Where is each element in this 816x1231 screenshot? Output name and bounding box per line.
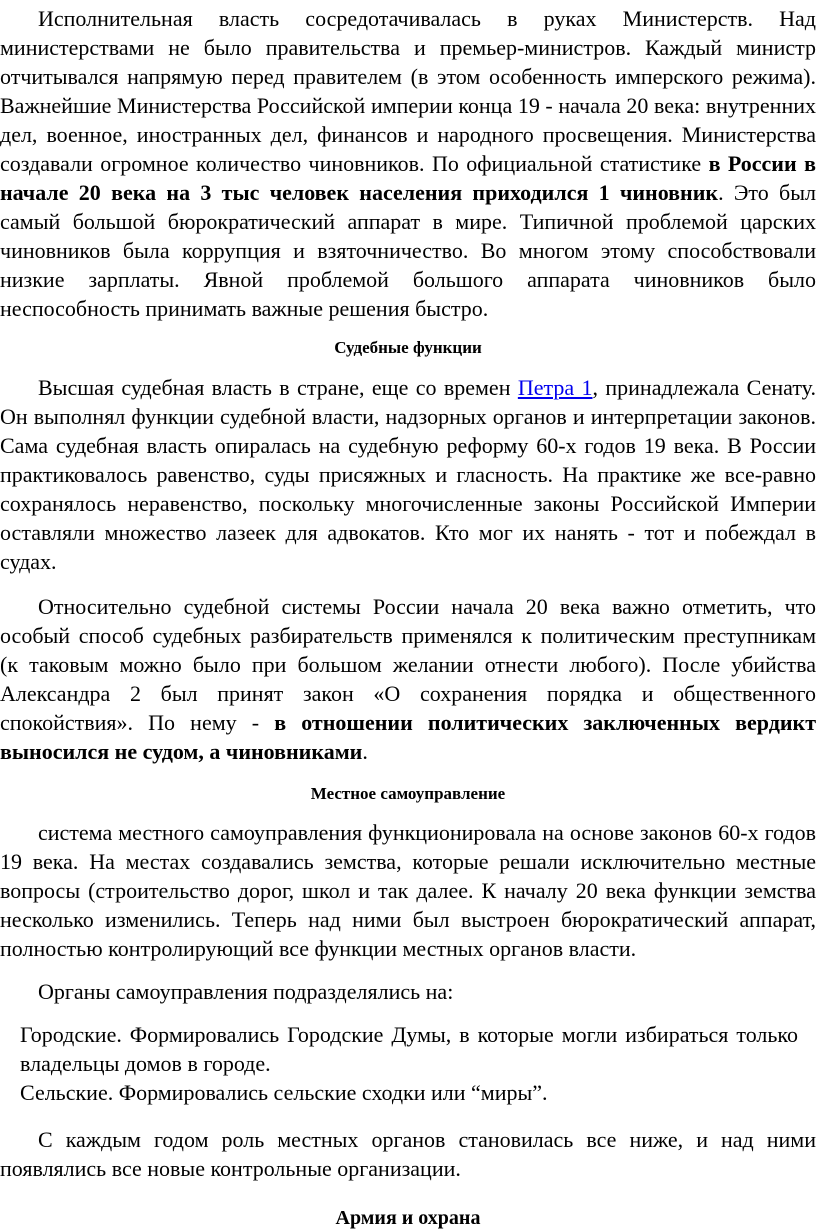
heading-local-government: Местное самоуправление — [310, 784, 506, 803]
heading-army-and-guard: Армия и охрана — [335, 1207, 481, 1229]
list-item: Сельские. Формировались сельские сходки или “миры”. — [20, 1080, 548, 1105]
paragraph-bodies-intro: Органы самоуправления подразделялись на: — [38, 979, 454, 1004]
text: , принадлежала Сенату. Он выполнял функции судебной власти, надзорных органов и интерпретации законов. Сама судебная власть опиралась на судебную реформу 60-х годов 19 века. В России практиковалось равенство, суды присяжных и гласность. На практике же все-равно сохранялось неравенство, поскольку многочисленные законы Российской Империи оставляли множество лазеек для адвокатов. Кто мог их нанять - тот и побеждал в судах. — [0, 375, 816, 574]
heading-judicial-functions: Судебные функции — [334, 338, 482, 357]
paragraph-executive-power — [0, 4, 816, 323]
document-page — [0, 4, 816, 1231]
paragraph-judicial-power — [0, 373, 816, 576]
text: . — [362, 739, 368, 764]
text: Высшая судебная власть в стране, еще со времен — [38, 375, 518, 400]
bold-text: в отношении политических заключенных вердикт выносился не судом, а чиновниками — [0, 710, 816, 764]
list-item: Городские. Формировались Городские Думы, в которые могли избираться только владельцы домов в городе. — [20, 1022, 798, 1076]
bold-text: в России в начале 20 века на 3 тыс человек населения приходился 1 чиновник — [0, 151, 816, 205]
text: . Это был самый большой бюрократический аппарат в мире. Типичной проблемой царских чиновников была коррупция и взяточничество. Во многом этому способствовали низкие зарплаты. Явной проблемой большого аппарата чиновников было неспособность принимать важные решения быстро. — [0, 180, 816, 321]
paragraph-control-organizations: С каждым годом роль местных органов становилась все ниже, и над ними появлялись все новые контрольные организации. — [0, 1127, 816, 1181]
paragraph-local-government: система местного самоуправления функционировала на основе законов 60-х годов 19 века. На местах создавались земства, которые решали исключительно местные вопросы (строительство дорог, школ и так далее. К началу 20 века функции земства несколько изменились. Теперь над ними был выстроен бюрократический аппарат, полностью контролирующий все функции местных органов власти. — [0, 820, 816, 961]
text: Относительно судебной системы России начала 20 века важно отметить, что особый способ судебных разбирательств применялся к политическим преступникам (к таковым можно было при большом желании отнести любого). После убийства Александра 2 был принят закон «О сохранения порядка и общественного спокойствия». По нему - — [0, 594, 816, 735]
paragraph-political-trials — [0, 592, 816, 766]
text: Исполнительная власть сосредотачивалась в руках Министерств. Над министерствами не было правительства и премьер-министров. Каждый министр отчитывался напрямую перед правителем (в этом особенность имперского режима). Важнейшие Министерства Российской империи конца 19 - начала 20 века: внутренних дел, военное, иностранных дел, финансов и народного просвещения. Министерства создавали огромное количество чиновников. По официальной статистике — [0, 6, 816, 176]
peter-1-link[interactable]: Петра 1 — [517, 375, 593, 400]
